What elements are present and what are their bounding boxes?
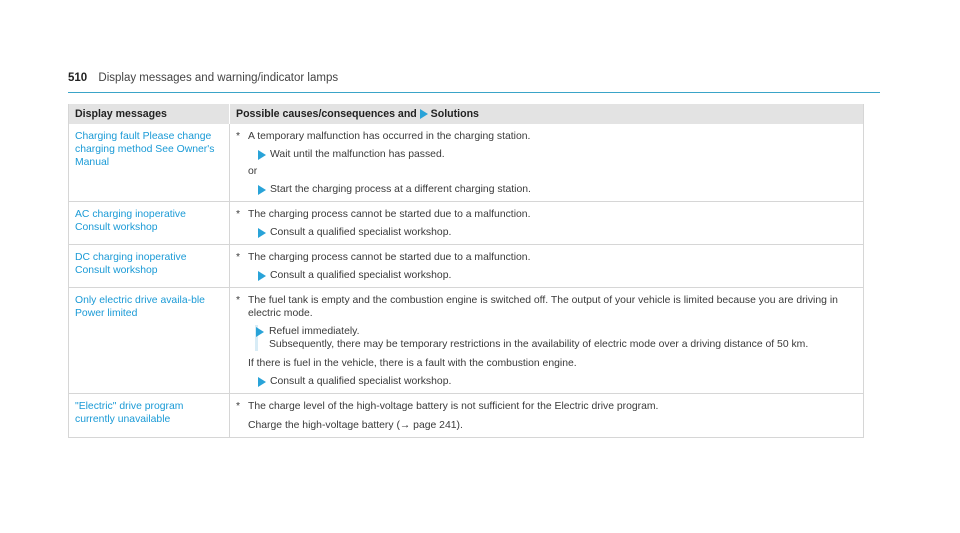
or-text: or [248, 166, 258, 177]
solution-cell: * A temporary malfunction has occurred in the charging station. Wait until the malfunction has passed. or Start the charging process at a different charging station. [230, 124, 864, 202]
col-header-causes [230, 104, 864, 124]
table-row [69, 202, 864, 245]
col-header-causes-text: Possible causes/consequences and [236, 108, 417, 120]
solution-cell: * The fuel tank is empty and the combustion engine is switched off. The output of your vehicle is limited because you are driving in electric mode. Refuel immediately. Subsequently, there may be temporary restrictions in the availability of electric mode over a driving distance of 50 km. If there is fuel in the vehicle, there is a fault with the combustion engine. Consult a qualified specialist workshop. [230, 288, 864, 394]
table-header-row [69, 104, 864, 124]
note-text: If there is fuel in the vehicle, there is a fault with the combustion engine. [248, 358, 577, 369]
message-text: DC charging inoperative Consult workshop [69, 245, 230, 288]
page-number: 510 [68, 72, 88, 84]
step-text: Start the charging process at a different charging station. [270, 184, 531, 195]
message-text: "Electric" drive program currently unavailable [69, 394, 230, 438]
note-text: Charge the high-voltage battery (→ page 241). [248, 420, 463, 431]
message-text: Charging fault Please change charging method See Owner's Manual [69, 124, 230, 202]
cause-text: The charge level of the high-voltage battery is not sufficient for the Electric drive program. [248, 401, 659, 412]
table-row [69, 124, 864, 202]
page-header [68, 72, 880, 93]
step-arrow-icon [258, 185, 266, 195]
step-text: Refuel immediately. [269, 326, 360, 337]
solution-cell: * The charging process cannot be started due to a malfunction. Consult a qualified specialist workshop. [230, 245, 864, 288]
solution-cell: * The charge level of the high-voltage battery is not sufficient for the Electric drive program. Charge the high-voltage battery (→ page 241). [230, 394, 864, 438]
cause-text: A temporary malfunction has occurred in the charging station. [248, 131, 531, 142]
step-arrow-icon [258, 228, 266, 238]
step-arrow-icon [258, 150, 266, 160]
solution-arrow-icon [420, 109, 428, 119]
step-arrow-icon [256, 327, 264, 337]
step-text: Consult a qualified specialist workshop. [270, 270, 452, 281]
message-text: Only electric drive availa-ble Power limited [69, 288, 230, 394]
cause-text: The fuel tank is empty and the combustion engine is switched off. The output of your vehicle is limited because you are driving in electric mode. [248, 295, 838, 319]
step-text: Consult a qualified specialist workshop. [270, 227, 452, 238]
table-row [69, 394, 864, 438]
display-messages-table [68, 104, 864, 438]
step-detail-text: Subsequently, there may be temporary restrictions in the availability of electric mode over a driving distance of 50 km. [269, 339, 809, 350]
step-text: Wait until the malfunction has passed. [270, 149, 445, 160]
cause-text: The charging process cannot be started due to a malfunction. [248, 209, 531, 220]
step-text: Consult a qualified specialist workshop. [270, 376, 452, 387]
step-arrow-icon [258, 271, 266, 281]
page-title: Display messages and warning/indicator lamps [98, 72, 339, 84]
solution-cell: * The charging process cannot be started due to a malfunction. Consult a qualified specialist workshop. [230, 202, 864, 245]
col-header-messages: Display messages [69, 104, 230, 124]
message-text: AC charging inoperative Consult workshop [69, 202, 230, 245]
col-header-solutions-text: Solutions [430, 108, 479, 120]
table-row [69, 245, 864, 288]
step-arrow-icon [258, 377, 266, 387]
cause-text: The charging process cannot be started due to a malfunction. [248, 252, 531, 263]
table-row [69, 288, 864, 394]
